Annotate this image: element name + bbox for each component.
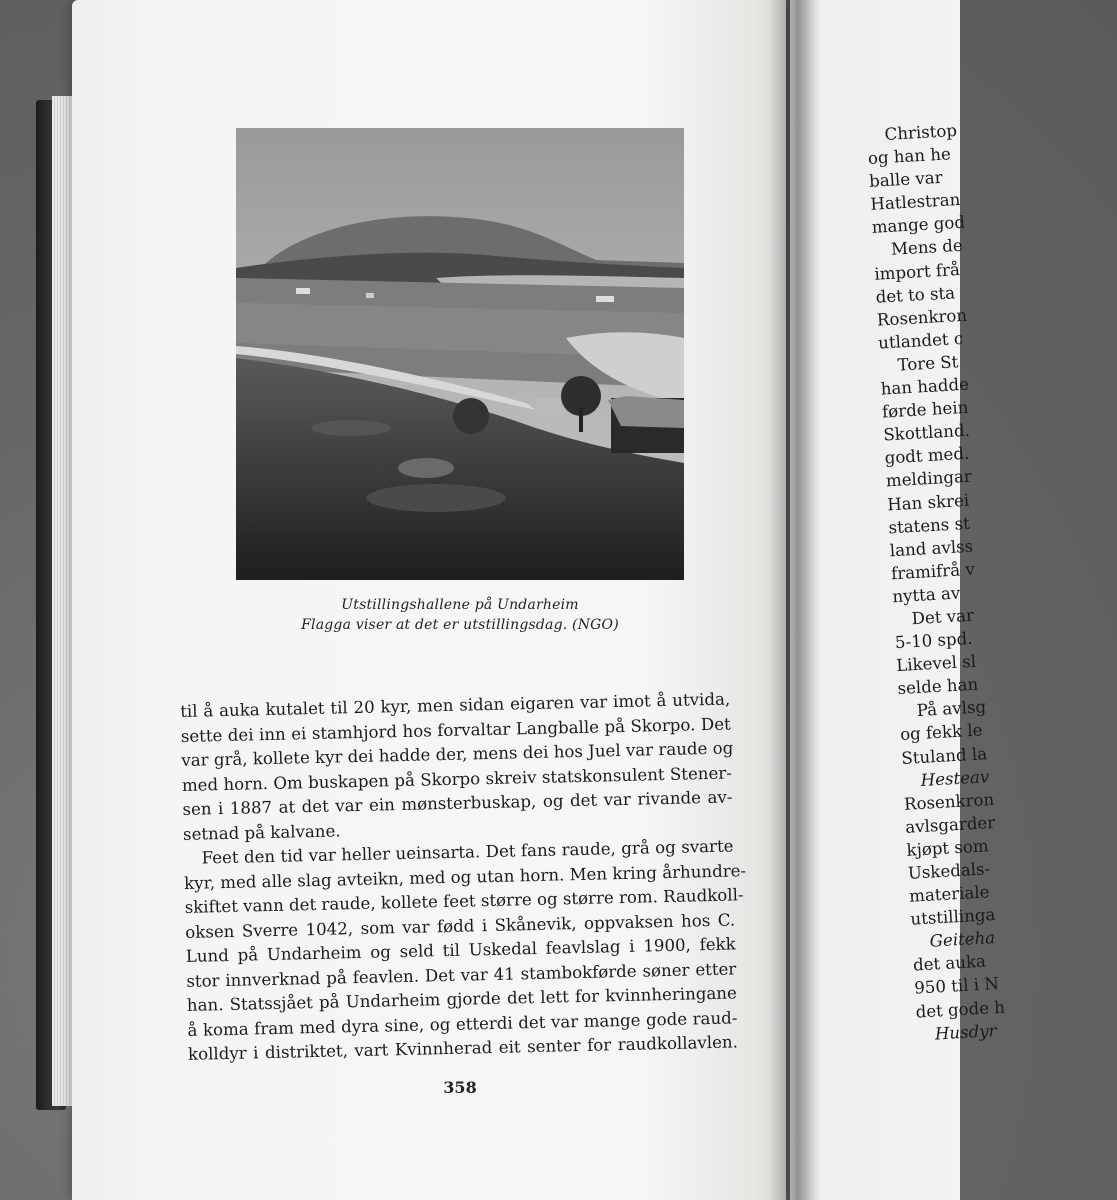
right-line: 950 til i N [913,974,1000,999]
right-line: balle var [868,168,944,192]
right-line: Det var [911,605,975,629]
right-line: nytta av [891,583,961,607]
right-line: Han skrei [886,490,970,514]
right-line: det auka [912,952,987,976]
page-number: 358 [443,1078,477,1097]
right-line: framifrå v [890,559,976,584]
caption-line-2: Flagga viser at det er utstillingsdag. (NGO) [301,617,619,633]
body-line: kyr, med alle slag avteikn, med og utan horn. Men kring århundre- [183,860,747,893]
right-line: kjøpt som [906,836,990,860]
landscape-photo-graphic [236,128,684,580]
body-paragraphs [180,688,747,1068]
body-line: kolldyr i distriktet, vart Kvinnherad eit senter for raudkollavlen. [187,1032,739,1064]
caption-line-1: Utstillingshallene på Undarheim [341,597,579,613]
right-line: Mens de [890,236,964,260]
right-line: Hesteav [920,766,990,790]
right-line: han hadde [880,374,970,399]
body-line: stor innverknad på feavlen. Det var 41 stambokførde søner etter [186,958,737,991]
body-line: med horn. Om buskapen på Skorpo skreiv statskonsulent Stener- [181,763,733,795]
right-line: Rosenkron [903,789,995,814]
right-line: Uskedals- [907,859,991,883]
right-line: mange god [871,213,966,238]
right-line: land avlss [889,536,974,561]
right-line: og han he [867,144,952,169]
right-line: Rosenkron [876,305,968,330]
right-line: meldingar [885,467,973,491]
right-line: det to sta [875,282,956,307]
right-line: 5-10 spd. [894,628,974,653]
body-line: å koma fram med dyra sine, og etterdi det var mange gode raud- [187,1007,738,1040]
right-line: utlandet c [877,328,964,353]
right-line: selde han [897,674,979,699]
right-line: På avlsg [916,697,987,721]
body-line: skiftet vann det raude, kollete feet større og større rom. Raudkoll- [184,885,744,917]
body-line: han. Statssjået på Undarheim gjorde det lett for kvinnheringane [186,983,738,1015]
landscape-photo [236,128,684,580]
right-line: statens st [888,513,971,537]
right-line: Stuland la [900,743,988,768]
right-line: Tore St [896,352,959,375]
body-line: oksen Sverre 1042, som var fødd i Skånevik, oppvaksen hos C. [185,909,736,942]
right-line: Hatlestran [869,190,961,215]
book-gutter-shadow [770,0,820,1200]
right-line: import frå [873,259,961,284]
body-line: sette dei inn ei stamhjord hos forvaltar Langballe på Skorpo. Det [180,714,731,746]
body-line: Lund på Undarheim og seld til Uskedal feavlslag i 1900, fekk [185,934,736,966]
body-line: sen i 1887 at det var ein mønsterbuskap, og det var rivande av- [182,787,733,819]
right-line: førde hein [881,397,969,422]
right-line: Christop [884,120,958,144]
body-line: setnad på kalvane. [182,820,341,844]
photo-caption [200,595,720,635]
right-line: Skottland. [882,420,971,445]
right-line: avlsgarder [904,812,996,837]
right-line: Husdyr [934,1020,997,1044]
right-line: Likevel sl [895,651,977,676]
body-line: Feet den tid var heller ueinsarta. Det fans raude, grå og svarte [201,836,734,868]
right-line: utstillinga [909,905,996,929]
right-line: Geiteha [929,928,996,951]
body-line: til å auka kutalet til 20 kyr, men sidan eigaren var imot å utvida, [180,689,731,721]
right-line: det gode h [915,997,1006,1022]
body-line: var grå, kollete kyr dei hadde der, mens dei hos Juel var raude og [181,738,734,770]
right-line: materiale [908,882,990,906]
right-line: og fekk le [899,720,983,745]
right-line: godt med. [884,444,970,468]
